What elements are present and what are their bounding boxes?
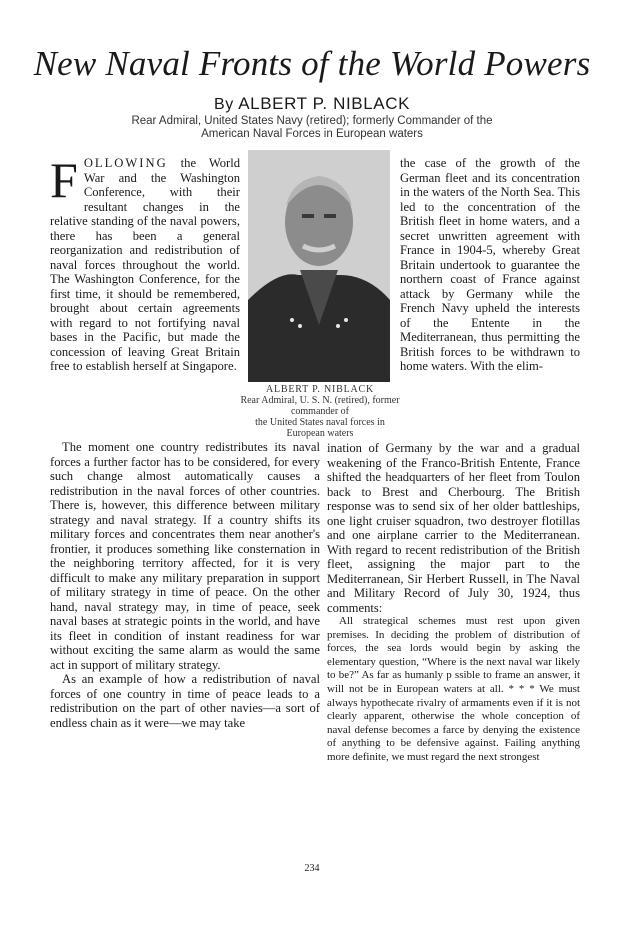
paragraph-right-bottom: ination of Germany by the war and a gradual weakening of the Franco-British Entente, France shifted the headquarters of her fleet from Toulon back to Brest and Cherbourg. The British response was to send six of her older battleships, one light cruiser squadron, two destroyer flotillas and one airplane carrier to the Mediterranean. With regard to recent redistribution of the British fleet, assigning the major part to the Mediterranean, Sir Herbert Russell, in The Naval and Military Record of July 30, 1924, thus comments: [327,441,580,615]
drop-cap: F [50,152,78,208]
page-number: 234 [304,863,320,874]
block-quote: All strategical schemes must rest upon given premises. In deciding the problem of distribution of forces, the sea lords would begin by asking the elementary question, “Where is the next naval war likely to be?” As far as humanly p ssible to frame an answer, it will not be in European waters at all. * * * We must always hypothecate rivalry of armaments even if it is not clearly apparent, otherwise the whole conception of naval defense becomes a farce by denying the existence of anything to be defensive against. Failing anything more definite, we must regard the next strongest [327,615,580,763]
author-credit-line-1: Rear Admiral, United States Navy (retired); formerly Commander of the [131,115,493,127]
author-name: ALBERT P. NIBLACK [238,94,411,113]
caption-line-1: Rear Admiral, U. S. N. (retired), former commander of [240,395,400,417]
portrait-caption [240,384,400,439]
author-credit [100,115,524,141]
paragraph-2: The moment one country redistributes its naval forces a further factor has to be considered, for every such change almost automatically causes a redistribution in the naval forces of other countries. There is, however, this difference between military strategy and naval strategy. If a country shifts its military forces and concentrates them near another's frontier, it produces something like consternation in the neighboring territory affected, for it is very difficult to make any military preparation in support of military strategy in time of peace. On the other hand, naval strategy may, in time of peace, seek naval bases at strategic points in the world, and have its fleet in condition of instant readiness for war without exciting the same alarm as would the same act in support of military strategy. [50,440,320,672]
paragraph-1-right: the case of the growth of the German fleet and its concentration in the waters of the North Sea. This led to the concentration of the British fleet in home waters, and a secret unwritten agreement with France in 1904-5, whereby Great Britain undertook to guarantee the northern coast of France against attack by Germany while the French Navy upheld the interests of the Entente in the Mediterranean, thus permitting the British forces to be withdrawn to home waters. With the elim- [400,156,580,373]
paragraph-3: As an example of how a redistribution of naval forces of one country in time of peace leads to a redistribution on the part of other navies—a sort of endless chain as it were—we may take [50,672,320,730]
author-credit-line-2: American Naval Forces in European waters [201,128,423,140]
column-left-top [50,152,240,374]
column-left-bottom [50,440,320,730]
byline [0,94,624,114]
paragraph-1-left: the World War and the Washington Conference, with their resultant changes in the relative standing of the naval powers, there has been a general reorganization and redistribution of naval forces throughout the world. The Washington Conference, for the first time, it should be remembered, brought about certain agreements with regard to not fortifying naval bases in the Pacific, but made the concession of leaving Great Britain free to establish herself at Singapore. [50,156,240,373]
column-right-top [400,156,580,374]
author-portrait [248,150,390,382]
byline-by: By [213,96,234,113]
portrait-image [248,150,390,382]
caption-line-2: the United States naval forces in European waters [255,417,385,439]
opening-caps: OLLOWING [83,156,168,170]
article-title: New Naval Fronts of the World Powers [33,44,591,83]
caption-name: ALBERT P. NIBLACK [265,384,375,395]
column-right-bottom [327,441,580,765]
